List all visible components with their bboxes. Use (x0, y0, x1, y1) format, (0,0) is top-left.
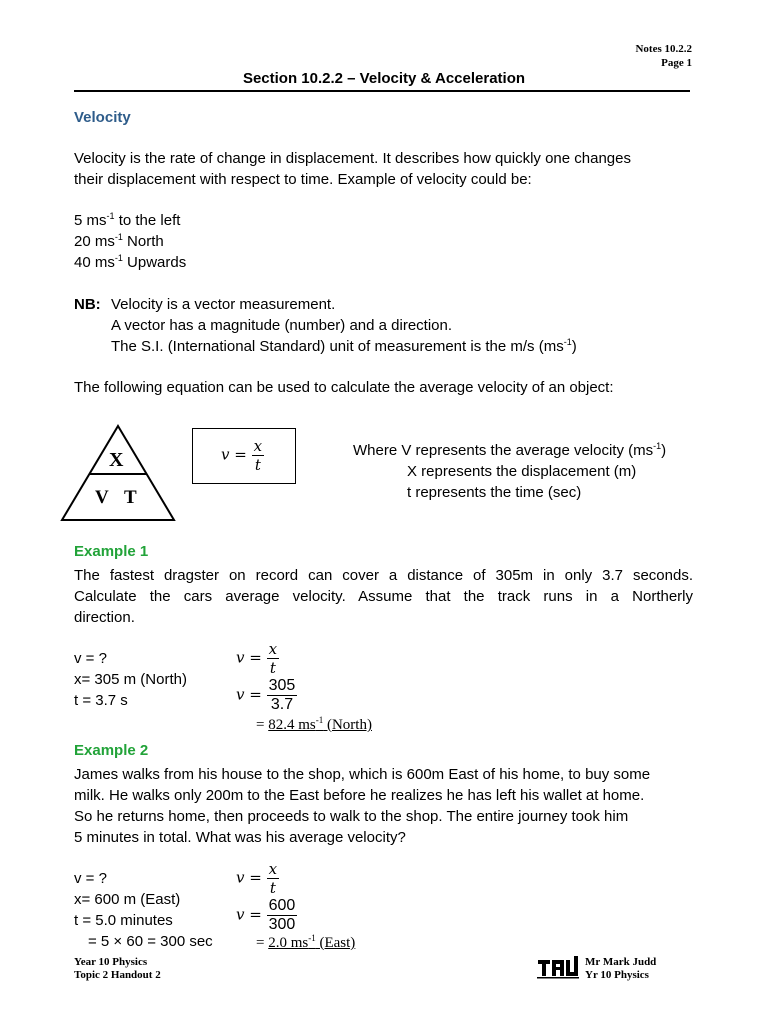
example2-formula-fraction: $\frac{x}{t}$ (268, 860, 278, 897)
example1-line2: Calculate the cars average velocity. Assume that the track runs in a Northerly (74, 588, 693, 605)
nb-line3: The S.I. (International Standard) unit of measurement is the m/s $(ms^{-1})$ (111, 337, 577, 355)
nb-line1: Velocity is a vector measurement. (111, 296, 336, 313)
page-title: Section 10.2.2 – Velocity & Acceleration (242, 70, 526, 87)
example1-given: v = ? (74, 650, 107, 667)
nb-label: NB: (74, 296, 101, 313)
example2-heading: Example 2 (74, 742, 149, 759)
formula-box (192, 428, 296, 484)
example2-line1: James walks from his house to the shop, which is 600m East of his home, to buy some (74, 766, 651, 783)
velocity-example-item: 5 $ms^{-1}$ to the left (74, 211, 181, 229)
velocity-example-item: 20 $ms^{-1}$ North (74, 232, 164, 250)
example1-substitution-fraction: $\frac{305}{3.7}$ (268, 677, 296, 713)
footer-teacher: Mr Mark Judd (585, 956, 657, 968)
example2-given: = 5 × 60 = 300 sec (88, 933, 213, 950)
example1-formula-fraction: $\frac{x}{t}$ (268, 640, 278, 677)
formula-triangle (60, 424, 176, 522)
example2-substitution: v = $\frac{600}{300}$ (236, 897, 296, 933)
where-line1: Where V represents the average velocity $(ms^{-1})$ (353, 441, 667, 459)
footer-left (74, 956, 161, 982)
equation-intro: The following equation can be used to calculate the average velocity of an object: (74, 379, 614, 396)
nb-line2: A vector has a magnitude (number) and a direction. (111, 317, 453, 334)
formula: v = $\frac{x}{t}$ (221, 437, 263, 474)
example2-given: x= 600 m (East) (74, 891, 181, 908)
example1-formula: v = $\frac{x}{t}$ (236, 640, 278, 677)
triangle-t-label: T (124, 487, 137, 508)
velocity-example-item: 40 $ms^{-1}$ Upwards (74, 253, 187, 271)
formula-fraction: $\frac{x}{t}$ (253, 437, 263, 474)
example2-answer: = 2.0 $ms^{-1}$ (East) (256, 933, 356, 951)
example2-given: v = ? (74, 870, 107, 887)
school-logo-icon (537, 955, 579, 979)
page-header-meta (635, 42, 692, 70)
footer-handout: Topic 2 Handout 2 (74, 969, 161, 981)
example2-line4: 5 minutes in total. What was his average velocity? (74, 829, 406, 846)
example1-answer: = 82.4 $ms^{-1}$ (North) (256, 715, 372, 733)
example2-substitution-fraction: $\frac{600}{300}$ (268, 897, 296, 933)
page-number: Page 1 (661, 57, 692, 69)
example2-formula: v = $\frac{x}{t}$ (236, 860, 278, 897)
triangle-v-label: V (95, 487, 109, 508)
triangle-x-label: X (109, 449, 124, 471)
example2-line3: So he returns home, then proceeds to walk to the shop. The entire journey took him (74, 808, 629, 825)
footer-subject: Yr 10 Physics (585, 969, 649, 981)
velocity-heading: Velocity (74, 109, 131, 126)
example2-given: t = 5.0 minutes (74, 912, 173, 929)
notes-number: Notes 10.2.2 (635, 43, 692, 55)
title-rule (74, 90, 690, 92)
example1-substitution: v = $\frac{305}{3.7}$ (236, 677, 296, 713)
example1-line1: The fastest dragster on record can cover a distance of 305m in only 3.7 seconds. (74, 567, 693, 584)
example1-line3: direction. (74, 609, 135, 626)
example2-line2: milk. He walks only 200m to the East before he realizes he has left his wallet at home. (74, 787, 645, 804)
velocity-paragraph-line1: Velocity is the rate of change in displacement. It describes how quickly one changes (74, 150, 631, 167)
footer-right (585, 956, 656, 982)
footer-course: Year 10 Physics (74, 956, 148, 968)
example1-heading: Example 1 (74, 543, 149, 560)
example1-given: t = 3.7 s (74, 692, 128, 709)
example1-given: x= 305 m (North) (74, 671, 187, 688)
velocity-paragraph-line2: their displacement with respect to time. Example of velocity could be: (74, 171, 532, 188)
school-logo (537, 955, 579, 979)
where-line3: t represents the time (sec) (407, 484, 582, 501)
where-line2: X represents the displacement (m) (407, 463, 637, 480)
